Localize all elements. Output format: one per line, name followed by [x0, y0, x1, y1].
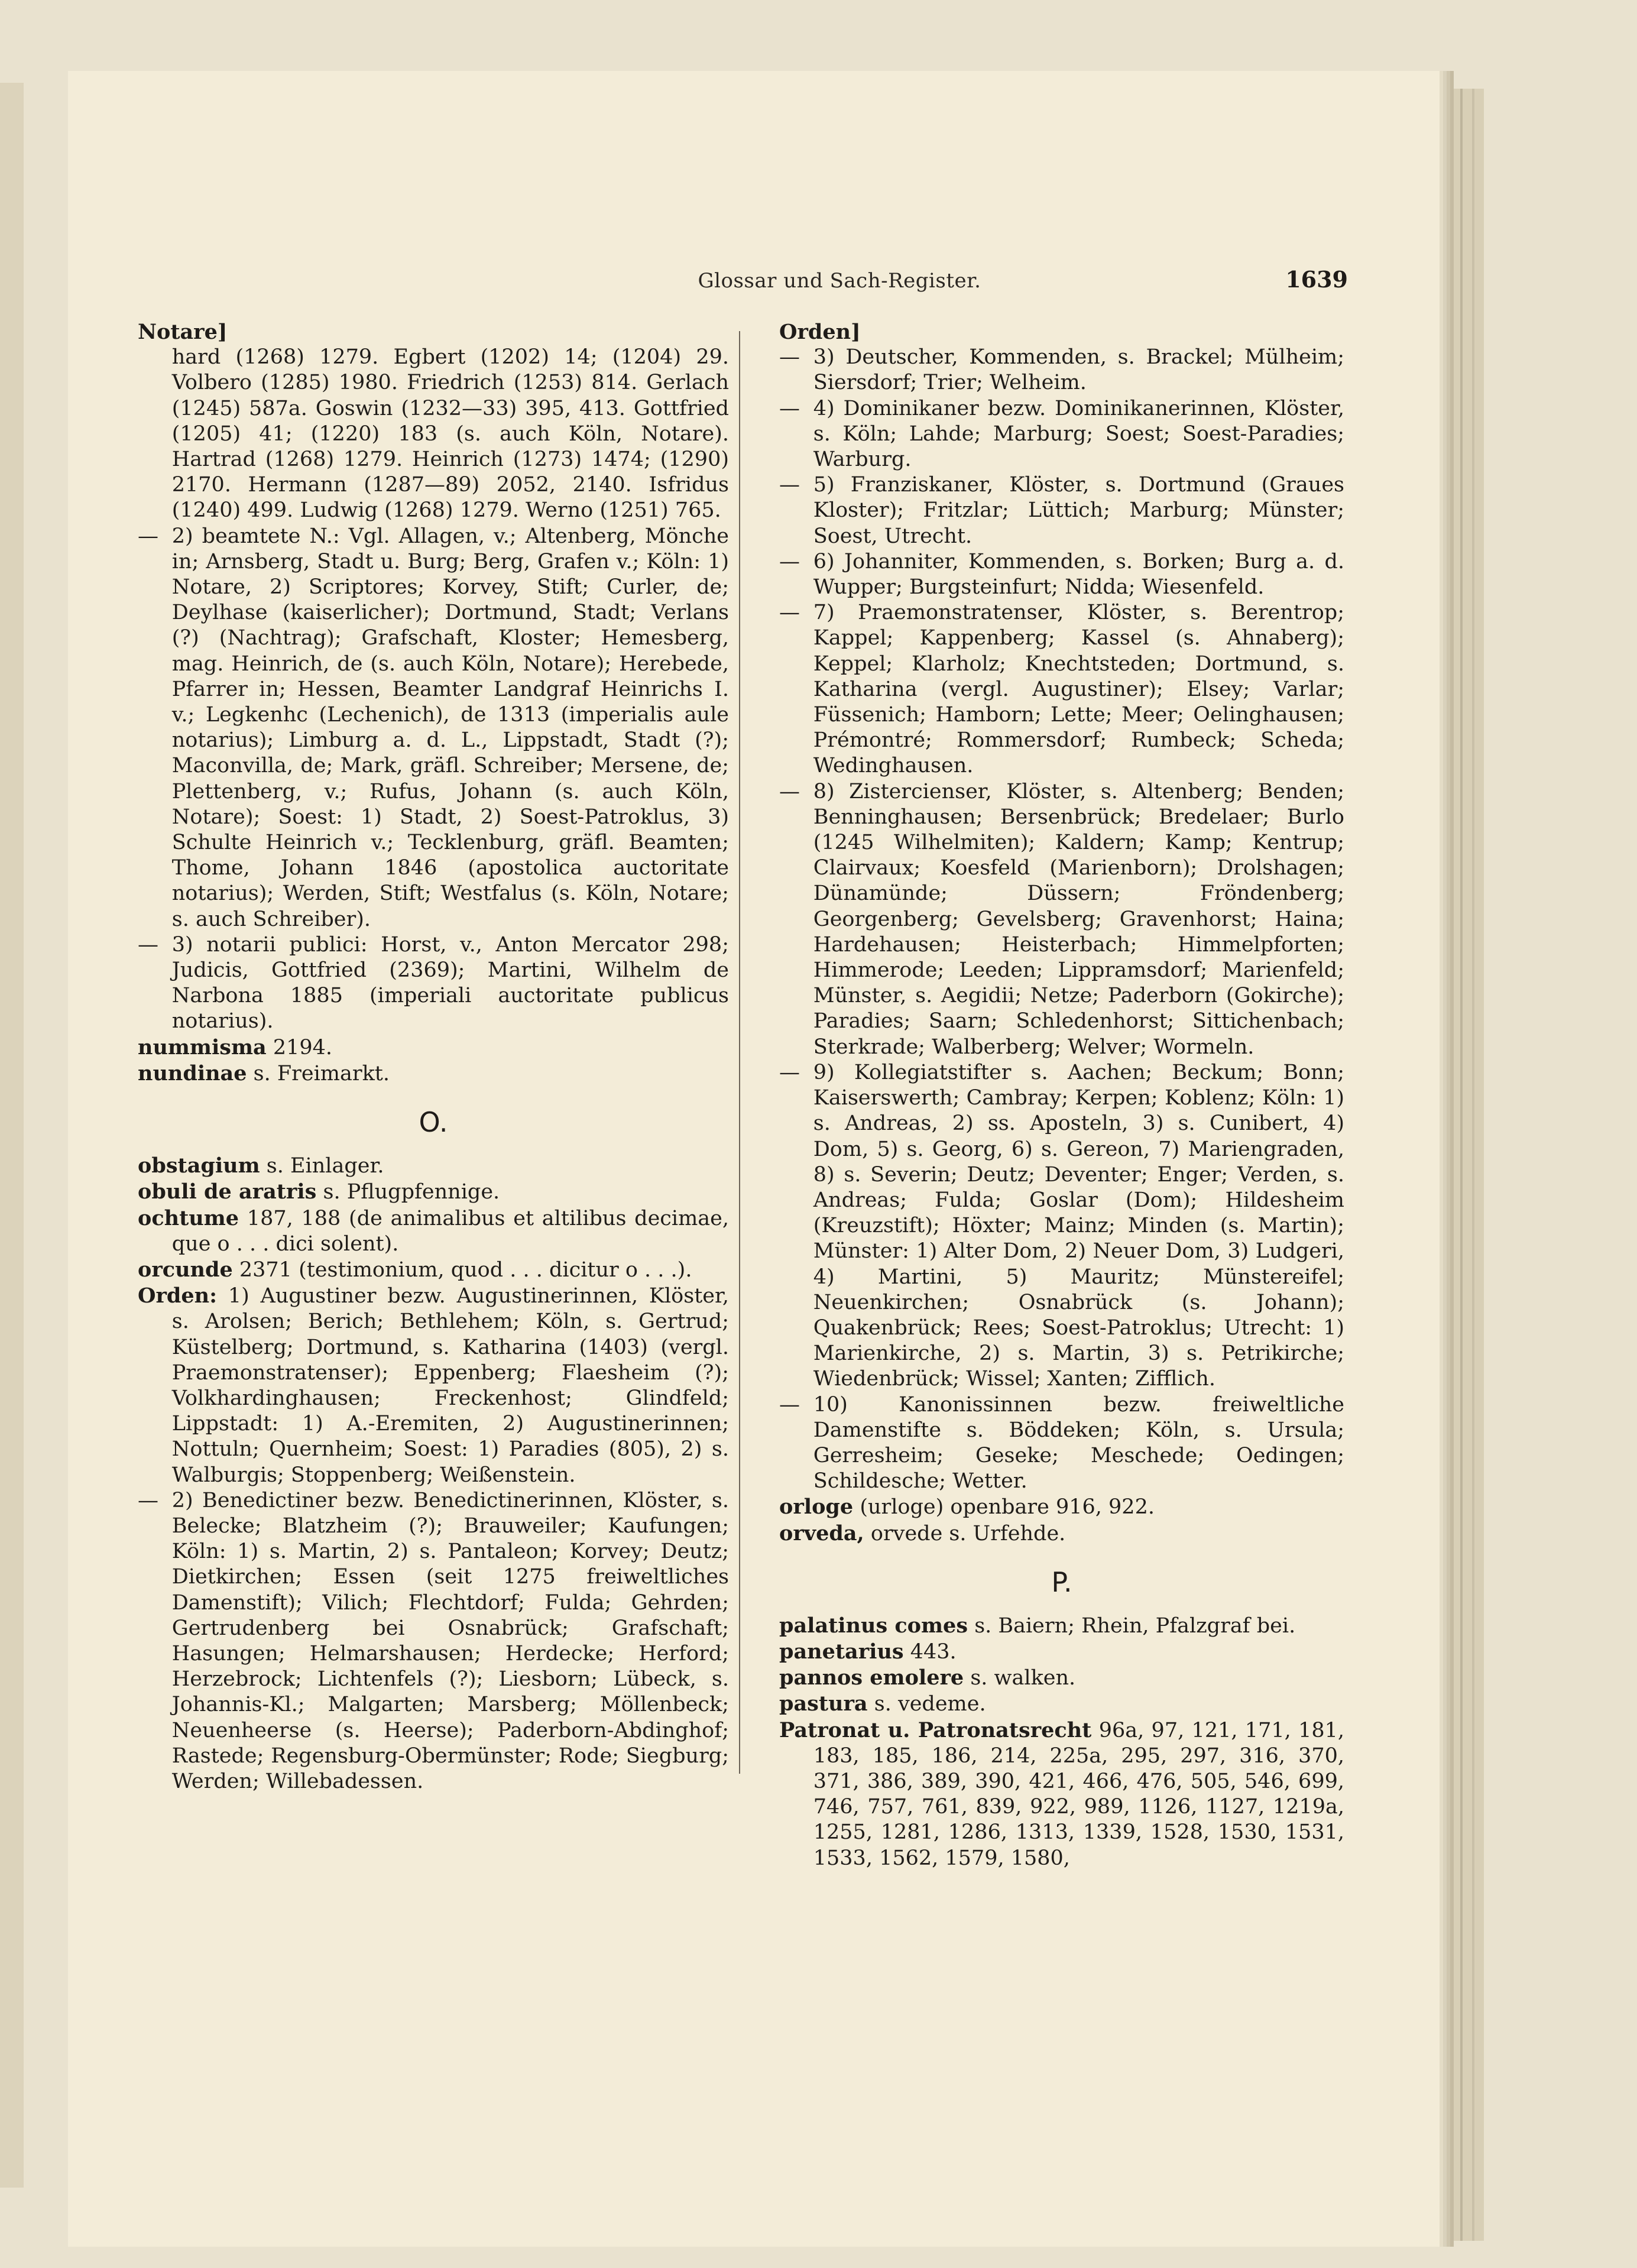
- dash: —: [138, 524, 158, 548]
- entry-palatinus: palatinus comes s. Baiern; Rhein, Pfalzgraf bei.: [779, 1613, 1296, 1638]
- entry-orden-2: — 2) Benedictiner bezw. Benedictinerinnen, Klöster, s. Belecke; Blatzheim (?); Brauweiler; Kaufungen; Köln: 1) s. Martin, 2) s. Pantaleon; Korvey; Deutz; Dietkirchen; Essen (seit 1275 freiweltliches Damenstift); Vilich; Flechtdorf; Fulda; Gehrden; Gertrudenberg bei Osnabrück; Grafschaft; Hasungen; Helmarshausen; Herdecke; Herford; Herzebrock; Lichtenfels (?); Liesborn; Lübeck, s. Johannis-Kl.; Malgarten; Marsberg; Möllenbeck; Neuenheerse (s. Heerse); Paderborn-Abdinghof; Rastede; Regensburg-Obermünster; Rode; Siegburg; Werden; Willebadessen.: [138, 1488, 729, 1793]
- headword: obuli de aratris: [138, 1180, 317, 1204]
- entry-notare-text: hard (1268) 1279. Egbert (1202) 14; (1204) 29. Volbero (1285) 1980. Friedrich (1253) 814. Gerlach (1245) 587a. Goswin (1232—33) 395, 413. Gottfried (1205) 41; (1220) 183 (s. auch Köln, Notare). Hartrad (1268) 1279. Heinrich (1273) 1474; (1290) 2170. Hermann (1287—89) 2052, 2140. Isfridus (1240) 499. Ludwig (1268) 1279. Werno (1251) 765.: [171, 345, 729, 523]
- column-divider: [739, 331, 740, 1774]
- entry-orden-7: — 7) Praemonstratenser, Klöster, s. Berentrop; Kappel; Kappenberg; Kassel (s. Ahnaberg); Keppel; Klarholz; Knechtsteden; Dortmund, s. Katharina (vergl. Augustiner); Elsey; Varlar; Füssenich; Hamborn; Lette; Meer; Oelinghausen; Prémontré; Rommersdorf; Rumbeck; Scheda; Wedinghausen.: [779, 601, 1344, 778]
- previous-page-edge: [0, 83, 24, 2188]
- running-head: Glossar und Sach-Register.: [698, 269, 981, 293]
- entry-orveda: orveda, orvede s. Urfehde.: [779, 1521, 1066, 1546]
- dash: —: [779, 1392, 800, 1417]
- entry-notare-3: — 3) notarii publici: Horst, v., Anton Mercator 298; Judicis, Gottfried (2369); Martini, Wilhelm de Narbona 1885 (imperiali auctoritate publicus notarius).: [138, 932, 729, 1033]
- continued-headword: Orden]: [779, 320, 861, 344]
- headword: panetarius: [779, 1639, 904, 1664]
- entry-pastura: pastura s. vedeme.: [779, 1692, 986, 1716]
- dash: —: [779, 1060, 800, 1084]
- headword: nundinae: [138, 1061, 247, 1086]
- section-letter-o: O.: [419, 1106, 448, 1139]
- entry-nummisma: nummisma 2194.: [138, 1035, 333, 1060]
- headword: ochtume: [138, 1206, 239, 1230]
- entry-orden-3: — 3) Deutscher, Kommenden, s. Brackel; Mülheim; Siersdorf; Trier; Welheim.: [779, 345, 1344, 395]
- dash: —: [779, 779, 800, 803]
- entry-notare-2: — 2) beamtete N.: Vgl. Allagen, v.; Altenberg, Mönche in; Arnsberg, Stadt u. Burg; Berg, Grafen v.; Köln: 1) Notare, 2) Scriptores; Korvey, Stift; Curler, de; Deylhase (kaiserlicher); Dortmund, Stadt; Verlans (?) (Nachtrag); Grafschaft, Kloster; Hemesberg, mag. Heinrich, de (s. auch Köln, Notare); Herebede, Pfarrer in; Hessen, Beamter Landgraf Heinrichs I. v.; Legkenhc (Lechenich), de 1313 (imperialis aule notarius); Limburg a. d. L., Lippstadt, Stadt (?); Maconvilla, de; Mark, gräfl. Schreiber; Mersene, de; Plettenberg, v.; Rufus, Johann (s. auch Köln, Notare); Soest: 1) Stadt, 2) Soest-Patroklus, 3) Schulte Heinrich v.; Tecklenburg, gräfl. Beamten; Thome, Johann 1846 (apostolica auctoritate notarius); Werden, Stift; Westfalus (s. Köln, Notare; s. auch Schreiber).: [138, 524, 729, 931]
- headword: Orden:: [138, 1284, 218, 1308]
- entry-ochtume: ochtume 187, 188 (de animalibus et altilibus decimae, que o . . . dici solent).: [138, 1206, 729, 1256]
- headword: obstagium: [138, 1154, 260, 1178]
- dash: —: [779, 396, 800, 420]
- section-letter-p: P.: [1051, 1566, 1072, 1598]
- headword: pastura: [779, 1692, 868, 1716]
- dash: —: [779, 345, 800, 370]
- entry-orden-10: — 10) Kanonissinnen bezw. freiweltliche Damenstifte s. Böddeken; Köln, s. Ursula; Gerresheim; Geseke; Meschede; Oedingen; Schildesche; Wetter.: [779, 1392, 1344, 1493]
- headword: nummisma: [138, 1035, 267, 1060]
- entry-orden-5: — 5) Franziskaner, Klöster, s. Dortmund (Graues Kloster); Fritzlar; Lüttich; Marburg; Münster; Soest, Utrecht.: [779, 473, 1344, 548]
- page-stack-edge: [1442, 89, 1484, 2241]
- page-number: 1639: [1285, 266, 1348, 293]
- entry-orden-4: — 4) Dominikaner bezw. Dominikanerinnen, Klöster, s. Köln; Lahde; Marburg; Soest; Soest-Paradies; Warburg.: [779, 396, 1344, 472]
- entry-orcunde: orcunde 2371 (testimonium, quod . . . dicitur o . . .).: [138, 1257, 692, 1282]
- dash: —: [779, 473, 800, 497]
- continued-headword: Notare]: [138, 320, 228, 344]
- entry-obstagium: obstagium s. Einlager.: [138, 1154, 384, 1178]
- dash: —: [138, 932, 158, 957]
- entry-nundinae: nundinae s. Freimarkt.: [138, 1061, 390, 1086]
- entry-orloge: orloge (urloge) openbare 916, 922.: [779, 1495, 1155, 1519]
- dash: —: [138, 1488, 158, 1512]
- headword: Patronat u. Patronatsrecht: [779, 1718, 1092, 1742]
- entry-orden-9: — 9) Kollegiatstifter s. Aachen; Beckum; Bonn; Kaiserswerth; Cambray; Kerpen; Koblenz; Köln: 1) s. Andreas, 2) ss. Aposteln, 3) s. Cunibert, 4) Dom, 5) s. Georg, 6) s. Gereon, 7) Mariengraden, 8) s. Severin; Deutz; Deventer; Enger; Verden, s. Andreas; Fulda; Goslar (Dom); Hildesheim (Kreuzstift); Höxter; Mainz; Minden (s. Martin); Münster: 1) Alter Dom, 2) Neuer Dom, 3) Ludgeri, 4) Martini, 5) Mauritz; Münstereifel; Neuenkirchen; Osnabrück (s. Johann); Quakenbrück; Rees; Soest-Patroklus; Utrecht: 1) Marienkirche, 2) s. Martin, 3) s. Petrikirche; Wiedenbrück; Wissel; Xanten; Zifflich.: [779, 1060, 1344, 1391]
- entry-orden-8: — 8) Zistercienser, Klöster, s. Altenberg; Benden; Benninghausen; Bersenbrück; Bredelaer; Burlo (1245 Wilhelmiten); Kaldern; Kamp; Kentrup; Clairvaux; Koesfeld (Marienborn); Drolshagen; Dünamünde; Düssern; Fröndenberg; Georgenberg; Gevelsberg; Gravenhorst; Haina; Hardehausen; Heisterbach; Himmelpforten; Himmerode; Leeden; Lippramsdorf; Marienfeld; Münster, s. Aegidii; Netze; Paderborn (Gokirche); Paradies; Saarn; Schledenhorst; Sittichenbach; Sterkrade; Walberberg; Welver; Wormeln.: [779, 779, 1344, 1059]
- left-column: [138, 319, 729, 1794]
- headword: orveda,: [779, 1521, 864, 1546]
- entry-patronat: Patronat u. Patronatsrecht 96a, 97, 121, 171, 181, 183, 185, 186, 214, 225a, 295, 297, 316, 370, 371, 386, 389, 390, 421, 466, 476, 505, 546, 699, 746, 757, 761, 839, 922, 989, 1126, 1127, 1219a, 1255, 1281, 1286, 1313, 1339, 1528, 1530, 1531, 1533, 1562, 1579, 1580,: [779, 1718, 1344, 1870]
- headword: orcunde: [138, 1257, 233, 1282]
- headword: palatinus comes: [779, 1613, 968, 1638]
- dash: —: [779, 549, 800, 574]
- dash: —: [779, 601, 800, 625]
- headword: pannos emolere: [779, 1666, 964, 1690]
- headword: orloge: [779, 1495, 854, 1519]
- entry-orden-1: Orden: 1) Augustiner bezw. Augustinerinnen, Klöster, s. Arolsen; Berich; Bethlehem; Köln, s. Gertrud; Küstelberg; Dortmund, s. Katharina (1403) (vergl. Praemonstratenser); Eppenberg; Flaesheim (?); Volkhardinghausen; Freckenhost; Glindfeld; Lippstadt: 1) A.-Eremiten, 2) Augustinerinnen; Nottuln; Quernheim; Soest: 1) Paradies (805), 2) s. Walburgis; Stoppenberg; Weißenstein.: [138, 1284, 729, 1487]
- entry-orden-6: — 6) Johanniter, Kommenden, s. Borken; Burg a. d. Wupper; Burgsteinfurt; Nidda; Wiesenfeld.: [779, 549, 1344, 600]
- entry-obuli: obuli de aratris s. Pflugpfennige.: [138, 1180, 500, 1204]
- right-column: [779, 319, 1344, 1871]
- entry-pannos: pannos emolere s. walken.: [779, 1666, 1076, 1690]
- entry-panetarius: panetarius 443.: [779, 1639, 957, 1664]
